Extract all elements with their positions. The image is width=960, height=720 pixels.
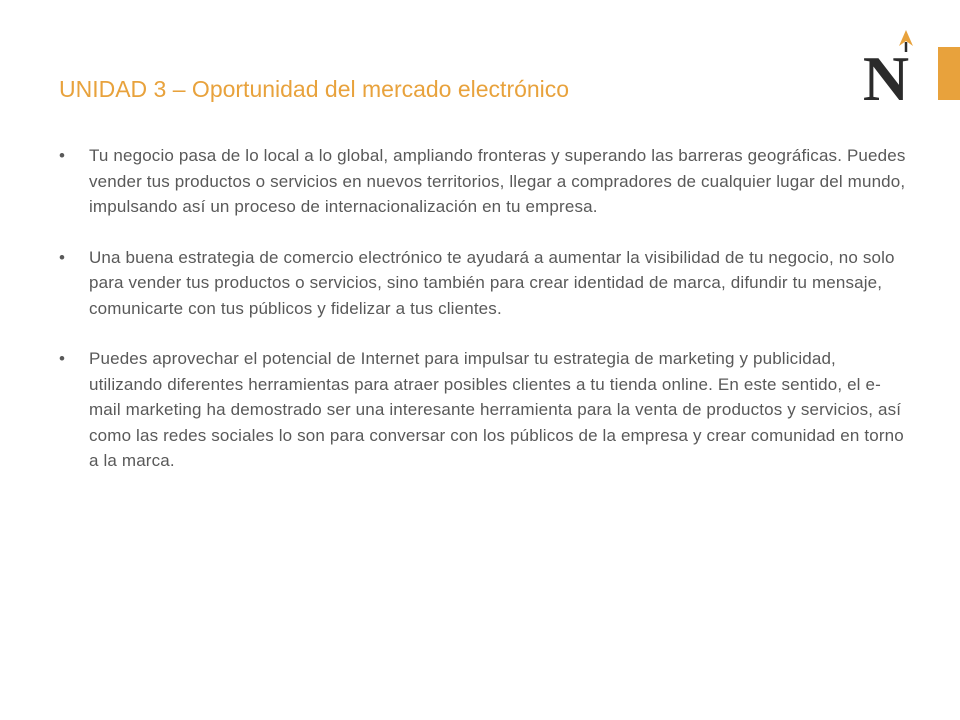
accent-bar	[938, 47, 960, 100]
bullet-marker: •	[59, 349, 66, 368]
n-arrow-logo-icon	[862, 28, 914, 102]
bullet-text: Puedes aprovechar el potencial de Internet para impulsar tu estrategia de marketing y publicidad, utilizando diferentes herramientas para atraer posibles clientes a tu tienda online. En este sentido, el e-mail marketing ha demostrado ser una interesante herramienta para la venta de productos y servicios, así como las redes sociales lo son para conversar con los públicos de la empresa y crear comunidad en torno a la marca.	[89, 349, 904, 470]
bullet-text: Tu negocio pasa de lo local a lo global, ampliando fronteras y superando las barreras geográficas. Puedes vender tus productos o servicios en nuevos territorios, llegar a compradores de cualquier lugar del mundo, impulsando así un proceso de internacionalización en tu empresa.	[89, 146, 906, 216]
logo-letter: N	[862, 43, 910, 102]
bullet-item	[59, 245, 909, 322]
bullet-list	[59, 143, 909, 499]
bullet-marker: •	[59, 247, 66, 267]
bullet-item	[59, 346, 909, 474]
bullet-marker: •	[59, 146, 66, 165]
bullet-text: Una buena estrategia de comercio electrónico te ayudará a aumentar la visibilidad de tu negocio, no solo para vender tus productos o servicios, sino también para crear identidad de marca, difundir tu mensaje, comunicarte con tus públicos y fidelizar a tus clientes.	[89, 247, 895, 318]
bullet-item	[59, 143, 909, 220]
slide-title: UNIDAD 3 – Oportunidad del mercado electrónico	[59, 76, 570, 102]
